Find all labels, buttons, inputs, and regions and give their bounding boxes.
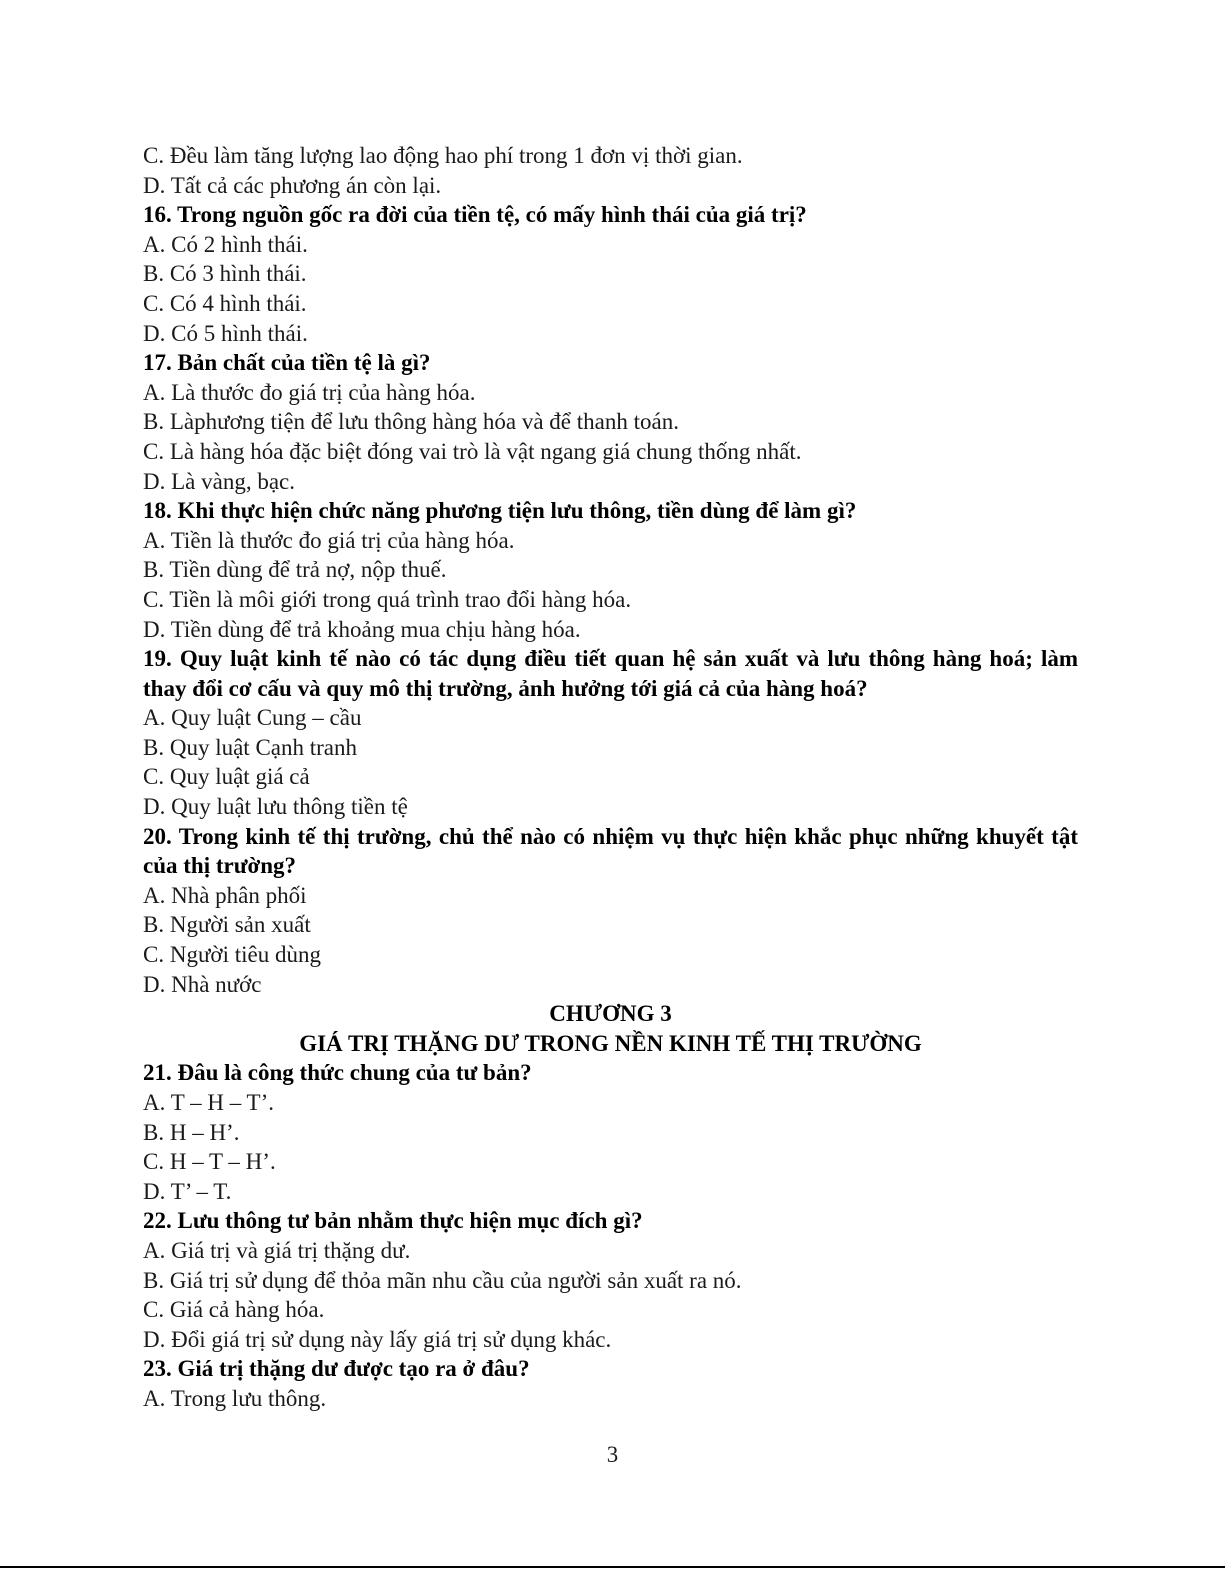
answer-option: B. H – H’. [143, 1119, 240, 1145]
answer-option: B. Làphương tiện để lưu thông hàng hóa và để thanh toán. [143, 409, 679, 435]
answer-option: D. Nhà nước [143, 971, 262, 997]
answer-option: D. Là vàng, bạc. [143, 468, 295, 494]
answer-option: B. Người sản xuất [143, 912, 311, 938]
answer-option: A. Quy luật Cung – cầu [143, 705, 362, 731]
answer-option: B. Có 3 hình thái. [143, 261, 307, 287]
answer-option: C. Đều làm tăng lượng lao động hao phí trong 1 đơn vị thời gian. [143, 143, 743, 168]
answer-option: A. Tiền là thước đo giá trị của hàng hóa. [143, 527, 515, 553]
question-title: 20. Trong kinh tế thị trường, chủ thể nào có nhiệm vụ thực hiện khắc phục những khuyết tật của thị trường? [143, 823, 1078, 879]
bottom-rule [0, 1566, 1225, 1568]
answer-option: B. Quy luật Cạnh tranh [143, 734, 357, 760]
answer-option: B. Tiền dùng để trả nợ, nộp thuế. [143, 557, 447, 583]
question-title: 22. Lưu thông tư bản nhằm thực hiện mục đích gì? [143, 1208, 643, 1234]
answer-option: C. Là hàng hóa đặc biệt đóng vai trò là vật ngang giá chung thống nhất. [143, 438, 802, 464]
answer-option: A. Giá trị và giá trị thặng dư. [143, 1237, 411, 1263]
answer-option: C. Giá cả hàng hóa. [143, 1297, 325, 1323]
answer-option: D. Tất cả các phương án còn lại. [143, 172, 442, 198]
answer-option: B. Giá trị sử dụng để thỏa mãn nhu cầu của người sản xuất ra nó. [143, 1267, 742, 1293]
answer-option: A. Là thước đo giá trị của hàng hóa. [143, 379, 476, 405]
chapter-label: CHƯƠNG 3 [549, 1001, 672, 1027]
answer-option: D. Đổi giá trị sử dụng này lấy giá trị sử dụng khác. [143, 1326, 612, 1352]
answer-option: A. Có 2 hình thái. [143, 231, 308, 257]
answer-option: A. Trong lưu thông. [143, 1385, 327, 1411]
answer-option: C. Người tiêu dùng [143, 942, 321, 968]
answer-option: D. T’ – T. [143, 1178, 232, 1204]
answer-option: C. Tiền là môi giới trong quá trình trao đổi hàng hóa. [143, 586, 632, 612]
question-title: 21. Đâu là công thức chung của tư bản? [143, 1060, 532, 1086]
question-title: 16. Trong nguồn gốc ra đời của tiền tệ, có mấy hình thái của giá trị? [143, 202, 807, 228]
question-title: 17. Bản chất của tiền tệ là gì? [143, 350, 431, 376]
chapter-title: GIÁ TRỊ THẶNG DƯ TRONG NỀN KINH TẾ THỊ TRƯỜNG [299, 1030, 922, 1056]
page-number: 3 [606, 1442, 619, 1467]
document-body [143, 141, 1078, 1414]
answer-option: A. Nhà phân phối [143, 882, 307, 908]
answer-option: A. T – H – T’. [143, 1090, 274, 1115]
question-title: 23. Giá trị thặng dư được tạo ra ở đâu? [143, 1356, 530, 1382]
answer-option: D. Có 5 hình thái. [143, 320, 308, 346]
answer-option: C. Quy luật giá cả [143, 764, 310, 790]
answer-option: D. Quy luật lưu thông tiền tệ [143, 794, 408, 820]
answer-option: C. H – T – H’. [143, 1149, 276, 1175]
question-title: 18. Khi thực hiện chức năng phương tiện lưu thông, tiền dùng để làm gì? [143, 498, 857, 524]
answer-option: C. Có 4 hình thái. [143, 290, 307, 316]
question-title: 19. Quy luật kinh tế nào có tác dụng điều tiết quan hệ sản xuất và lưu thông hàng hoá; làm thay đổi cơ cấu và quy mô thị trường, ảnh hưởng tới giá cả của hàng hoá? [143, 646, 1078, 701]
answer-option: D. Tiền dùng để trả khoảng mua chịu hàng hóa. [143, 616, 581, 642]
